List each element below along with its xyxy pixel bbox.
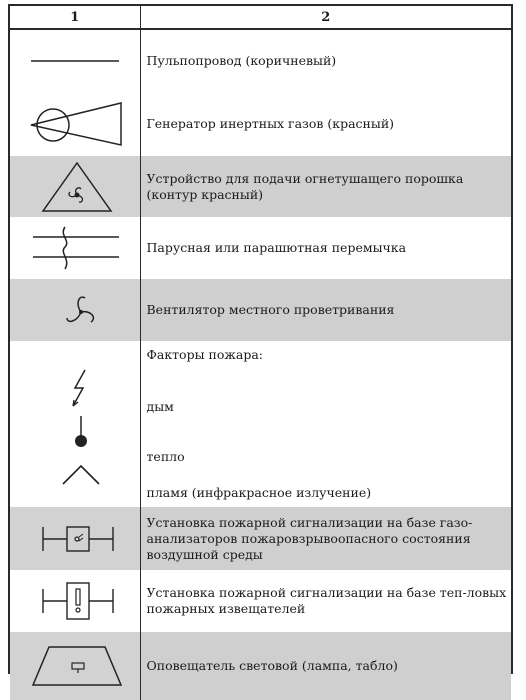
symbol-legend-table	[10, 6, 511, 700]
heat-detector-alarm-icon	[10, 570, 140, 632]
legend-text-pipeline: Пульпопровод (коричневый)	[140, 29, 511, 92]
column-2-header: 2	[140, 6, 511, 29]
legend-row-sail-jumper	[10, 217, 511, 279]
legend-row-gas-analyzer-alarm	[10, 507, 511, 570]
fire-factor-flame: пламя (инфракрасное излучение)	[146, 485, 372, 500]
light-annunciator-icon	[10, 632, 140, 700]
smoke-zigzag-icon	[73, 370, 85, 406]
inert-gas-generator-icon	[10, 92, 140, 156]
legend-text-gas-analyzer-alarm: Установка пожарной сигнализации на базе газо-анализаторов пожаровзрывоопасного состояния воздушной среды	[140, 507, 511, 570]
legend-row-local-fan	[10, 279, 511, 341]
column-1-header: 1	[10, 6, 140, 29]
legend-text-powder-feeder: Устройство для подачи огнетушащего порошка (контур красный)	[140, 156, 511, 217]
legend-text-inert-gas-generator: Генератор инертных газов (красный)	[140, 92, 511, 156]
local-fan-icon	[10, 279, 140, 341]
header-row	[10, 6, 511, 29]
gas-analyzer-alarm-icon	[10, 507, 140, 570]
fire-factors-list	[140, 341, 511, 507]
fire-factor-smoke: дым	[146, 399, 174, 414]
legend-row-heat-detector-alarm	[10, 570, 511, 632]
legend-row-pipeline	[10, 29, 511, 92]
heat-pin-icon	[75, 416, 87, 447]
legend-text-local-fan: Вентилятор местного проветривания	[140, 279, 511, 341]
legend-row-powder-feeder	[10, 156, 511, 217]
legend-text-sail-jumper: Парусная или парашютная перемычка	[140, 217, 511, 279]
legend-row-light-annunciator	[10, 632, 511, 700]
sail-jumper-icon	[10, 217, 140, 279]
fire-factors-title: Факторы пожара:	[146, 347, 263, 362]
fire-factors-icons	[10, 341, 140, 507]
pipeline-line-icon	[10, 29, 140, 92]
fire-factor-heat: тепло	[146, 449, 185, 464]
legend-row-inert-gas-generator	[10, 92, 511, 156]
legend-text-heat-detector-alarm: Установка пожарной сигнализации на базе теп-ловых пожарных извещателей	[140, 570, 511, 632]
legend-row-fire-factors	[10, 341, 511, 507]
powder-feeder-triangle-icon	[10, 156, 140, 217]
flame-chevron-icon	[63, 466, 99, 484]
legend-table-frame	[8, 4, 513, 674]
legend-text-light-annunciator: Оповещатель световой (лампа, табло)	[140, 632, 511, 700]
